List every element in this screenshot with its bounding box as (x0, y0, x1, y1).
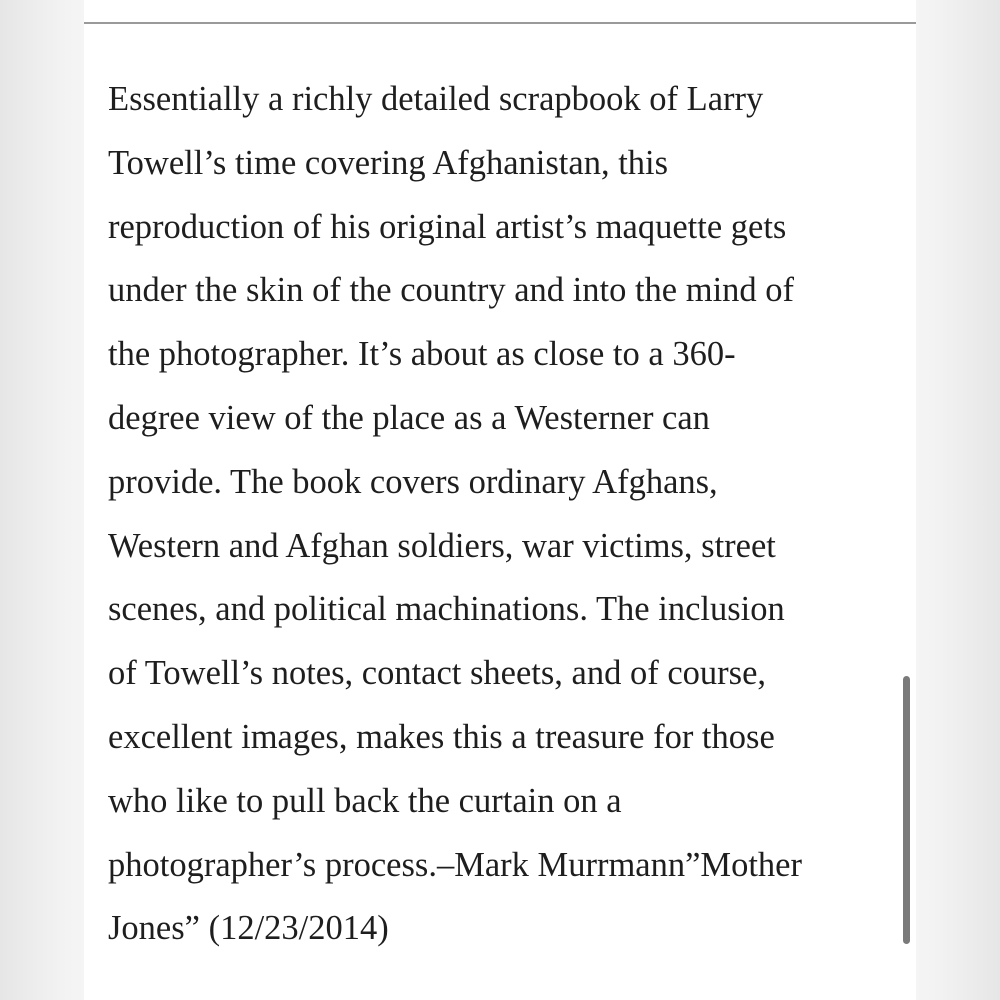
divider-line (84, 22, 916, 24)
review-line: photographer’s process.–Mark Murrmann”Mother (108, 845, 802, 884)
vertical-scrollbar-thumb[interactable] (903, 676, 910, 944)
review-line: of Towell’s notes, contact sheets, and of course, (108, 654, 767, 693)
review-line: the photographer. It’s about as close to a 360- (108, 335, 736, 374)
review-line: Towell’s time covering Afghanistan, this (108, 143, 669, 182)
review-line: scenes, and political machinations. The inclusion (108, 590, 785, 629)
review-line: under the skin of the country and into the mind of (108, 271, 795, 310)
review-paragraph (108, 68, 898, 961)
review-line: reproduction of his original artist’s maquette gets (108, 207, 787, 246)
review-line: Western and Afghan soldiers, war victims, street (108, 526, 776, 565)
review-line: excellent images, makes this a treasure for those (108, 717, 775, 756)
review-line: Essentially a richly detailed scrapbook of Larry (108, 80, 764, 118)
review-line: degree view of the place as a Westerner can (108, 398, 710, 437)
review-line: Jones” (12/23/2014) (108, 909, 389, 948)
review-line: who like to pull back the curtain on a (108, 781, 622, 820)
review-line: provide. The book covers ordinary Afghans, (108, 462, 718, 501)
content-card (84, 0, 916, 1000)
